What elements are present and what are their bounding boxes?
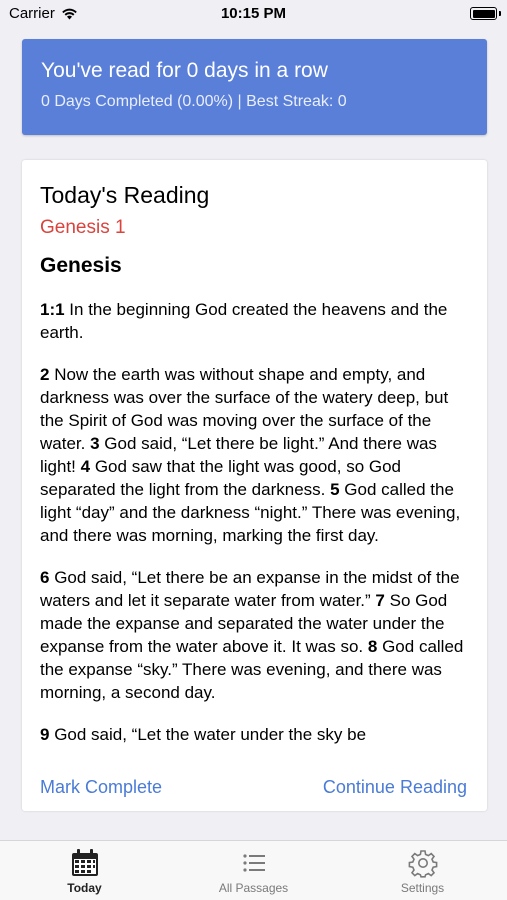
verse-text: So God made the expanse and separated the water under the expanse from the water above it. It was so. xyxy=(40,591,448,656)
reading-reference: Genesis 1 xyxy=(40,217,126,238)
verse-text: God said, “Let there be light.” And there was light! xyxy=(40,434,437,476)
verse-text: God called the light “day” and the darkness “night.” There was evening, and there was morning, marking the first day. xyxy=(40,480,461,545)
card-actions xyxy=(22,772,487,802)
streak-subtitle: 0 Days Completed (0.00%) | Best Streak: 0 xyxy=(41,93,347,110)
carrier-label: Carrier xyxy=(9,5,55,22)
verse-number: 1:1 xyxy=(40,300,65,319)
tab-label: Settings xyxy=(400,881,445,895)
verse-text: Now the earth was without shape and empty, and darkness was over the surface of the watery deep, but the Spirit of God was moving over the surface of the water. xyxy=(40,365,449,453)
continue-reading-button[interactable]: Continue Reading xyxy=(322,777,467,797)
verse-number: 8 xyxy=(367,637,378,656)
verse-number: 5 xyxy=(330,480,340,499)
status-bar xyxy=(0,0,507,28)
verse-text: God saw that the light was good, so God separated the light from the darkness. xyxy=(40,457,402,499)
scripture-paragraphs xyxy=(40,298,472,746)
verse-number: 7 xyxy=(375,591,385,610)
scripture-paragraph xyxy=(40,363,472,547)
verse-number: 2 xyxy=(40,365,50,384)
verse-text: God called the expanse “sky.” There was evening, and there was morning, a second day. xyxy=(40,637,464,702)
verse-text: God said, “Let there be an expanse in the midst of the waters and let it separate water from water.” xyxy=(40,568,460,610)
book-heading: Genesis xyxy=(40,254,122,277)
verse-text: In the beginning God created the heavens and the earth. xyxy=(40,300,448,342)
tab-today[interactable] xyxy=(0,841,169,900)
calendar-icon xyxy=(70,848,100,878)
reading-text-scroll[interactable] xyxy=(40,250,472,766)
scripture-paragraph xyxy=(40,298,472,344)
streak-title: You've read for 0 days in a row xyxy=(41,59,328,82)
todays-reading-card xyxy=(22,160,487,811)
list-icon xyxy=(239,848,269,878)
tab-bar xyxy=(0,840,507,900)
status-time: 10:15 PM xyxy=(220,5,287,22)
tab-label: Today xyxy=(67,881,102,895)
tab-all-passages[interactable] xyxy=(169,841,338,900)
tab-settings[interactable] xyxy=(338,841,507,900)
streak-banner xyxy=(22,39,487,135)
battery-icon xyxy=(470,7,497,20)
verse-number: 6 xyxy=(40,568,50,587)
verse-number: 4 xyxy=(80,457,91,476)
verse-number: 9 xyxy=(40,725,50,744)
verse-number: 3 xyxy=(90,434,100,453)
gear-icon xyxy=(408,848,438,878)
tab-label: All Passages xyxy=(218,881,289,895)
mark-complete-button[interactable]: Mark Complete xyxy=(40,777,163,797)
scripture-paragraph xyxy=(40,566,472,704)
card-title: Today's Reading xyxy=(40,182,210,208)
battery-cap xyxy=(499,11,501,16)
scripture-paragraph xyxy=(40,723,472,746)
verse-text: God said, “Let the water under the sky be xyxy=(49,725,367,744)
